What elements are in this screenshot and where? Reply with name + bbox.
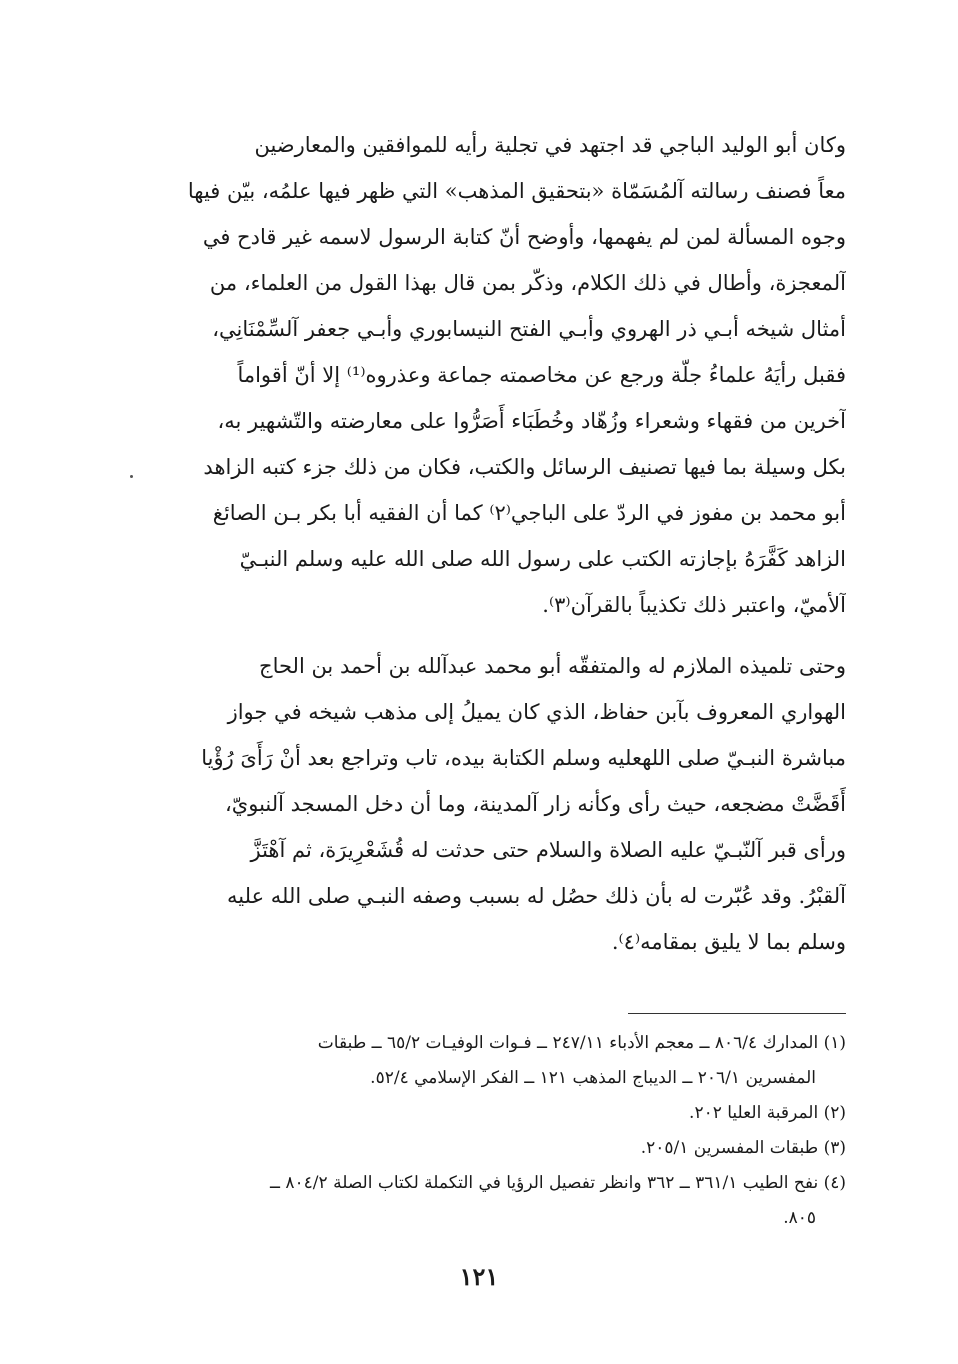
paragraph [128, 122, 846, 628]
text-line: أَقَضَّتْ مضجعه، حيث رأى وكأنه زار آلمدينة، وما أن دخل المسجد آلنبويّ، [225, 792, 846, 816]
text-line: ورأى قبر آلنّبـيّ عليه الصلاة والسلام حتى حدثت له قُشَعْرِيرَة، ثم آهْتَزَّ [250, 838, 846, 862]
text-line: وجوه المسألة لمن لم يفهمها، وأوضح أنّ كتابة الرسول لاسمه غير قادح في [202, 225, 846, 249]
footnote-line: (٤) نفح الطيب ٣٦١/١ ــ ٣٦٢ وانظر تفصيل الرؤيا في التكملة لكتاب الصلة ٨٠٤/٢ ــ [270, 1173, 846, 1193]
text-line: أمثال شيخه أبـي ذر الهروي وأبـي الفتح النيسابوري وأبـي جعفر آلسِّمْنَانِي، [212, 317, 846, 341]
text-line: بكل وسيلة بما فيها تصنيف الرسائل والكتب، فكان من ذلك جزء كتبه الزاهد [203, 455, 846, 479]
text-line: آلمعجزة، وأطال في ذلك الكلام، وذكّر بمن قال بهذا القول من العلماء، من [209, 271, 846, 295]
text-line: الزاهد كَفَّرَهُ بإجازته الكتب على رسول الله صلى الله عليه وسلم النبـيّ [239, 547, 846, 571]
paragraph [128, 643, 846, 965]
text-line: وكان أبو الوليد الباجي قد اجتهد في تجلية رأيه للموافقين والمعارضين [254, 133, 846, 157]
footnote-line: (٢) المرقبة العليا ٢٠٢. [689, 1103, 846, 1123]
text-line: مباشرة النبـيّ صلى اللهعليه وسلم الكتابة بيده، تاب وتراجع بعد أنْ رَأَىَ رُؤْيا [201, 746, 846, 770]
footnote-line: (١) المدارك ٨٠٦/٤ ــ معجم الأدباء ٢٤٧/١١ ــ فـوات الوفيـات ٦٥/٢ ــ طبقات [317, 1033, 846, 1053]
page-number: ١٢١ [459, 1262, 499, 1291]
text-line: الهواري المعروف بآبن حفاظ، الذي كان يميلُ إلى مذهب شيخه في جواز [227, 700, 846, 724]
scan-speck [130, 475, 133, 478]
footnotes [128, 1026, 846, 1236]
text-line: أبو محمد بن مفوز في الردّ على الباجي⁽٢⁾ كما أن الفقيه أبا بكر بـن الصائغ [212, 501, 846, 525]
footnote-line: (٣) طبقات المفسرين ٢٠٥/١. [640, 1138, 846, 1158]
footnote-line: المفسرين ٢٠٦/١ ــ الديباج المذهب ١٢١ ــ الفكر الإسلامي ٥٢/٤. [370, 1068, 816, 1088]
text-line: آلأميّ، واعتبر ذلك تكذيباً بالقرآن⁽٣⁾. [542, 593, 846, 617]
text-line: آلقبْرُ. وقد عُبّرت له بأن ذلك حصُل له بسبب وصفه النبـي صلى الله عليه [227, 884, 846, 908]
text-line: آخرين من فقهاء وشعراء وزُهّاد وخُطَبَاء أَصَرُّوا على معارضته والتّشهير به، [217, 409, 846, 433]
text-line: معاً فصنف رسالته آلمُسَمّاة «بتحقيق المذهب» التي ظهر فيها علمُه، بيّن فيها [187, 179, 846, 203]
text-line: فقبل رأيَهُ علماءُ جلّة ورجع عن مخاصمته جماعة وعذروه⁽¹⁾ إلا أنّ أقواماً [237, 363, 846, 387]
text-line: وحتى تلميذه الملازم له والمتفقّه أبو محمد عبدآلله بن أحمد بن الحاج [259, 654, 846, 678]
text-line: وسلم بما لا يليق بمقامه⁽٤⁾. [611, 930, 846, 954]
footnote-line: ٨٠٥. [783, 1208, 816, 1228]
footnote-divider [628, 1013, 846, 1014]
